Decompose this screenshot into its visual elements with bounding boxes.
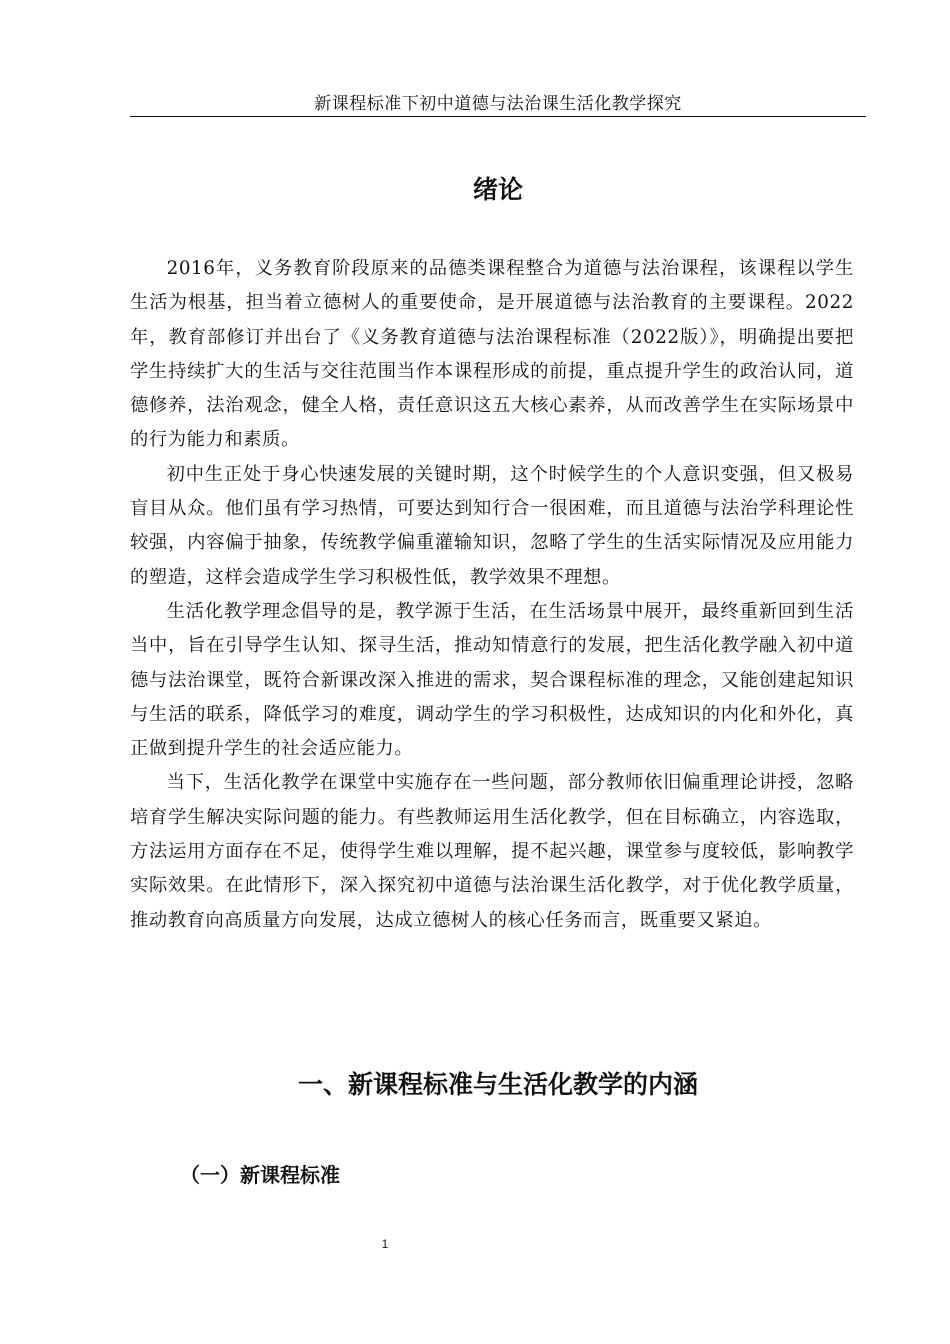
- body-text: [130, 252, 854, 938]
- paragraph: 生活化教学理念倡导的是，教学源于生活，在生活场景中展开，最终重新回到生活当中，旨在引导学生认知、探寻生活，推动知情意行的发展，把生活化教学融入初中道德与法治课堂，既符合新课改深入推进的需求，契合课程标准的理念，又能创建起知识与生活的联系，降低学习的难度，调动学生的学习积极性，达成知识的内化和外化，真正做到提升学生的社会适应能力。: [130, 600, 854, 760]
- page-title: 绪论: [472, 175, 523, 204]
- subsection-heading: （一）新课程标准: [180, 1163, 340, 1187]
- paragraph: 初中生正处于身心快速发展的关键时期，这个时候学生的个人意识变强，但又极易盲目从众。他们虽有学习热情，可要达到知行合一很困难，而且道德与法治学科理论性较强，内容偏于抽象，传统教学偏重灌输知识，忽略了学生的生活实际情况及应用能力的塑造，这样会造成学生学习积极性低，教学效果不理想。: [130, 463, 854, 588]
- paragraph: 当下，生活化教学在课堂中实施存在一些问题，部分教师依旧偏重理论讲授，忽略培育学生解决实际问题的能力。有些教师运用生活化教学，但在目标确立，内容选取，方法运用方面存在不足，使得学生难以理解，提不起兴趣，课堂参与度较低，影响教学实际效果。在此情形下，深入探究初中道德与法治课生活化教学，对于优化教学质量，推动教育向高质量方向发展，达成立德树人的核心任务而言，既重要又紧迫。: [130, 772, 854, 931]
- section-heading: 一、新课程标准与生活化教学的内涵: [297, 1070, 698, 1099]
- page-number: 1: [381, 1237, 389, 1251]
- running-header: 新课程标准下初中道德与法治课生活化教学探究: [314, 94, 682, 114]
- paragraph: 2016年，义务教育阶段原来的品德类课程整合为道德与法治课程，该课程以学生生活为根基，担当着立德树人的重要使命，是开展道德与法治教育的主要课程。2022年，教育部修订并出台了《义务教育道德与法治课程标准（2022版）》，明确提出要把学生持续扩大的生活与交往范围当作本课程形成的前提，重点提升学生的政治认同，道德修养，法治观念，健全人格，责任意识这五大核心素养，从而改善学生在实际场景中的行为能力和素质。: [130, 258, 854, 451]
- header-divider: [130, 116, 866, 117]
